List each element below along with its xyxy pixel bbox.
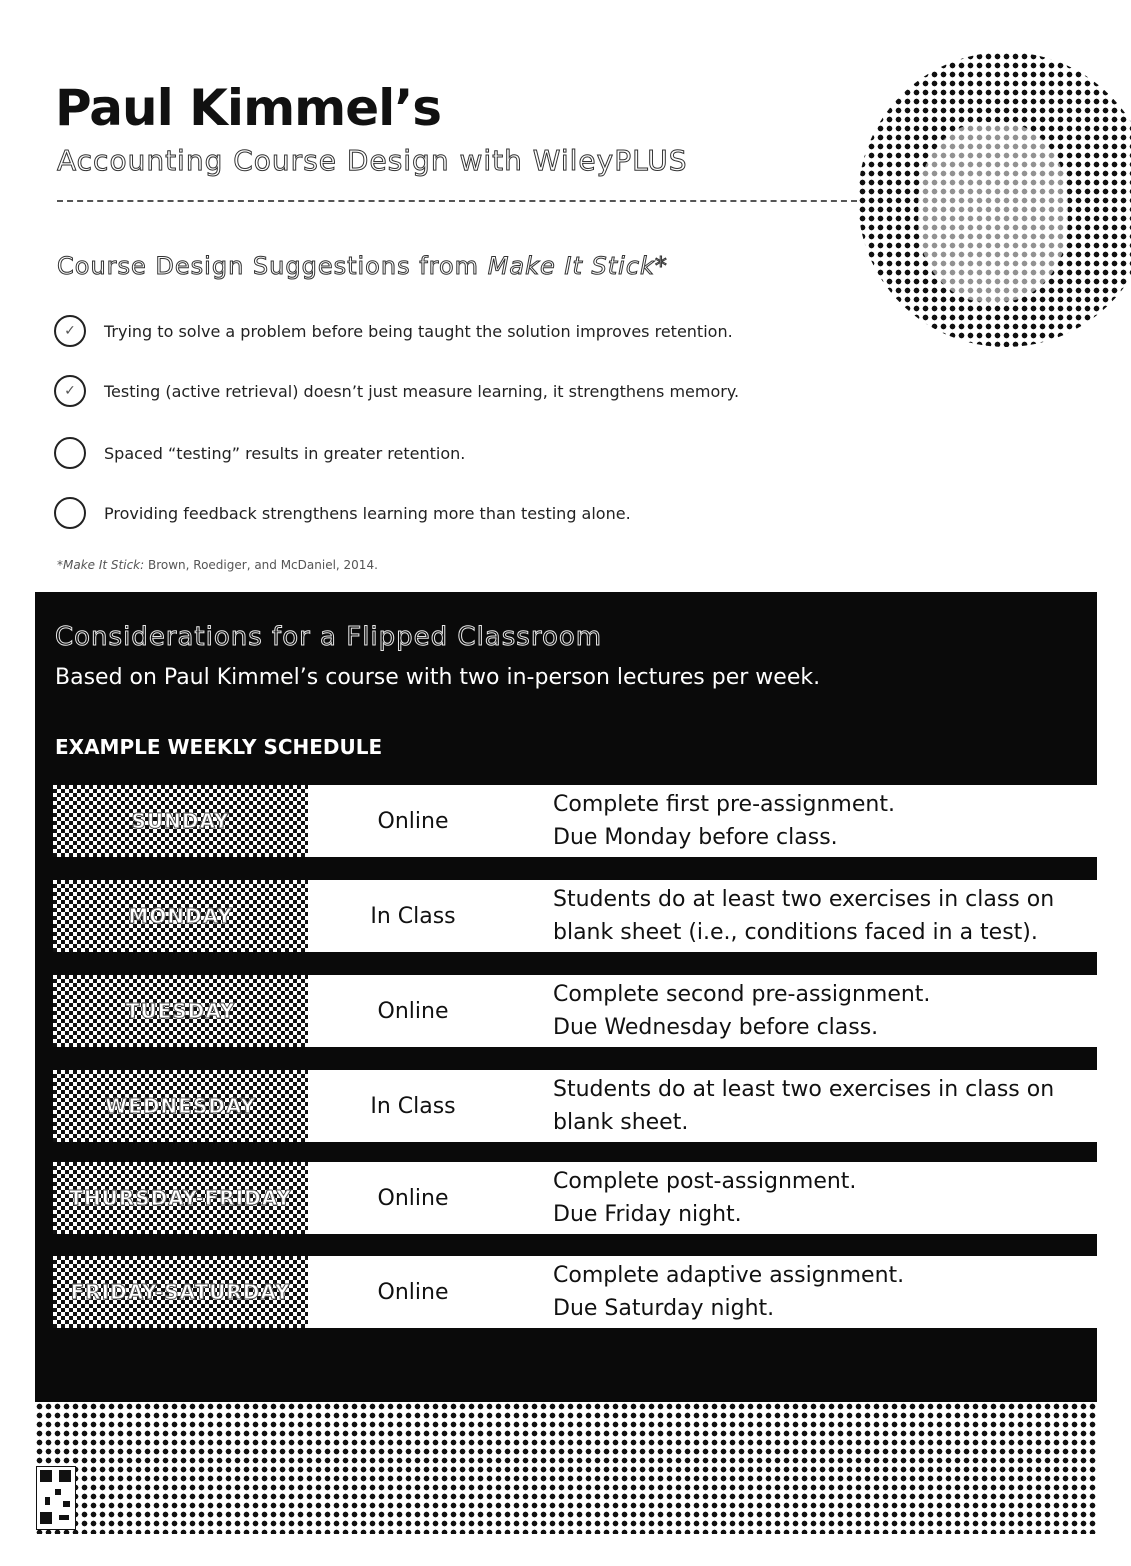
schedule-mode: Online <box>377 808 449 834</box>
schedule-row <box>53 975 1097 1047</box>
schedule-task <box>518 788 895 854</box>
schedule-mode: Online <box>377 1279 449 1305</box>
schedule-task <box>518 1165 856 1231</box>
checkbox-circle-icon <box>54 497 86 529</box>
schedule-task <box>518 1259 904 1325</box>
schedule-task <box>518 1073 1054 1139</box>
flipped-classroom-panel <box>35 592 1097 1402</box>
suggestion-item <box>54 497 631 529</box>
schedule-label: EXAMPLE WEEKLY SCHEDULE <box>55 735 383 759</box>
schedule-task <box>518 883 1054 949</box>
panel-subtitle: Based on Paul Kimmel’s course with two in-person lectures per week. <box>55 665 821 690</box>
suggestion-item <box>54 375 739 407</box>
suggestion-item <box>54 315 733 347</box>
schedule-task-line: Due Saturday night. <box>553 1296 775 1321</box>
schedule-task-line: blank sheet (i.e., conditions faced in a test). <box>553 920 1038 945</box>
checkbox-circle-icon <box>54 437 86 469</box>
schedule-task-line: blank sheet. <box>553 1110 689 1135</box>
suggestions-heading-main: Course Design Suggestions from <box>57 252 488 280</box>
footnote-mark: * <box>57 558 63 572</box>
footnote-citation: Brown, Roediger, and McDaniel, 2014. <box>144 558 378 572</box>
schedule-mode: In Class <box>370 1093 456 1119</box>
schedule-day: THURSDAY-FRIDAY <box>53 1162 308 1234</box>
portrait-face-highlight <box>918 122 1068 302</box>
schedule-day: MONDAY <box>53 880 308 952</box>
schedule-task-line: Due Friday night. <box>553 1202 742 1227</box>
suggestions-heading <box>57 252 668 280</box>
schedule-row <box>53 785 1097 857</box>
suggestion-text: Providing feedback strengthens learning more than testing alone. <box>104 503 631 523</box>
panel-title: Considerations for a Flipped Classroom <box>55 622 603 652</box>
schedule-day: SUNDAY <box>53 785 308 857</box>
author-portrait <box>858 52 1131 347</box>
schedule-mode: Online <box>377 998 449 1024</box>
schedule-task-line: Complete second pre-assignment. <box>553 982 931 1007</box>
suggestions-heading-book: Make It Stick <box>487 252 655 280</box>
qr-code-icon <box>36 1466 76 1530</box>
checkbox-circle-icon: ✓ <box>54 375 86 407</box>
schedule-row <box>53 1162 1097 1234</box>
schedule-day: TUESDAY <box>53 975 308 1047</box>
page-title: Paul Kimmel’s <box>55 79 442 137</box>
schedule-task-line: Due Monday before class. <box>553 825 838 850</box>
schedule-task-line: Complete first pre-assignment. <box>553 792 895 817</box>
schedule-day: WEDNESDAY <box>53 1070 308 1142</box>
schedule-row <box>53 880 1097 952</box>
schedule-task-line: Students do at least two exercises in class on <box>553 1077 1055 1102</box>
schedule-task-line: Complete adaptive assignment. <box>553 1263 905 1288</box>
schedule-task <box>518 978 930 1044</box>
suggestion-text: Trying to solve a problem before being taught the solution improves retention. <box>104 321 733 341</box>
schedule-mode: Online <box>377 1185 449 1211</box>
suggestion-text: Testing (active retrieval) doesn’t just measure learning, it strengthens memory. <box>104 381 740 401</box>
schedule-task-line: Complete post-assignment. <box>553 1169 857 1194</box>
page-subtitle: Accounting Course Design with WileyPLUS <box>57 144 688 177</box>
checkbox-circle-icon: ✓ <box>54 315 86 347</box>
suggestion-text: Spaced “testing” results in greater retention. <box>104 443 466 463</box>
schedule-task-line: Due Wednesday before class. <box>553 1015 879 1040</box>
footer-halftone-band <box>35 1402 1097 1534</box>
schedule-row <box>53 1256 1097 1328</box>
schedule-task-line: Students do at least two exercises in class on <box>553 887 1055 912</box>
schedule-mode: In Class <box>370 903 456 929</box>
footnote-book: Make It Stick: <box>63 558 145 572</box>
footnote <box>57 558 378 572</box>
suggestion-item <box>54 437 465 469</box>
schedule-row <box>53 1070 1097 1142</box>
schedule-day: FRIDAY-SATURDAY <box>53 1256 308 1328</box>
header-divider <box>57 200 857 202</box>
suggestions-heading-mark: * <box>654 252 668 280</box>
